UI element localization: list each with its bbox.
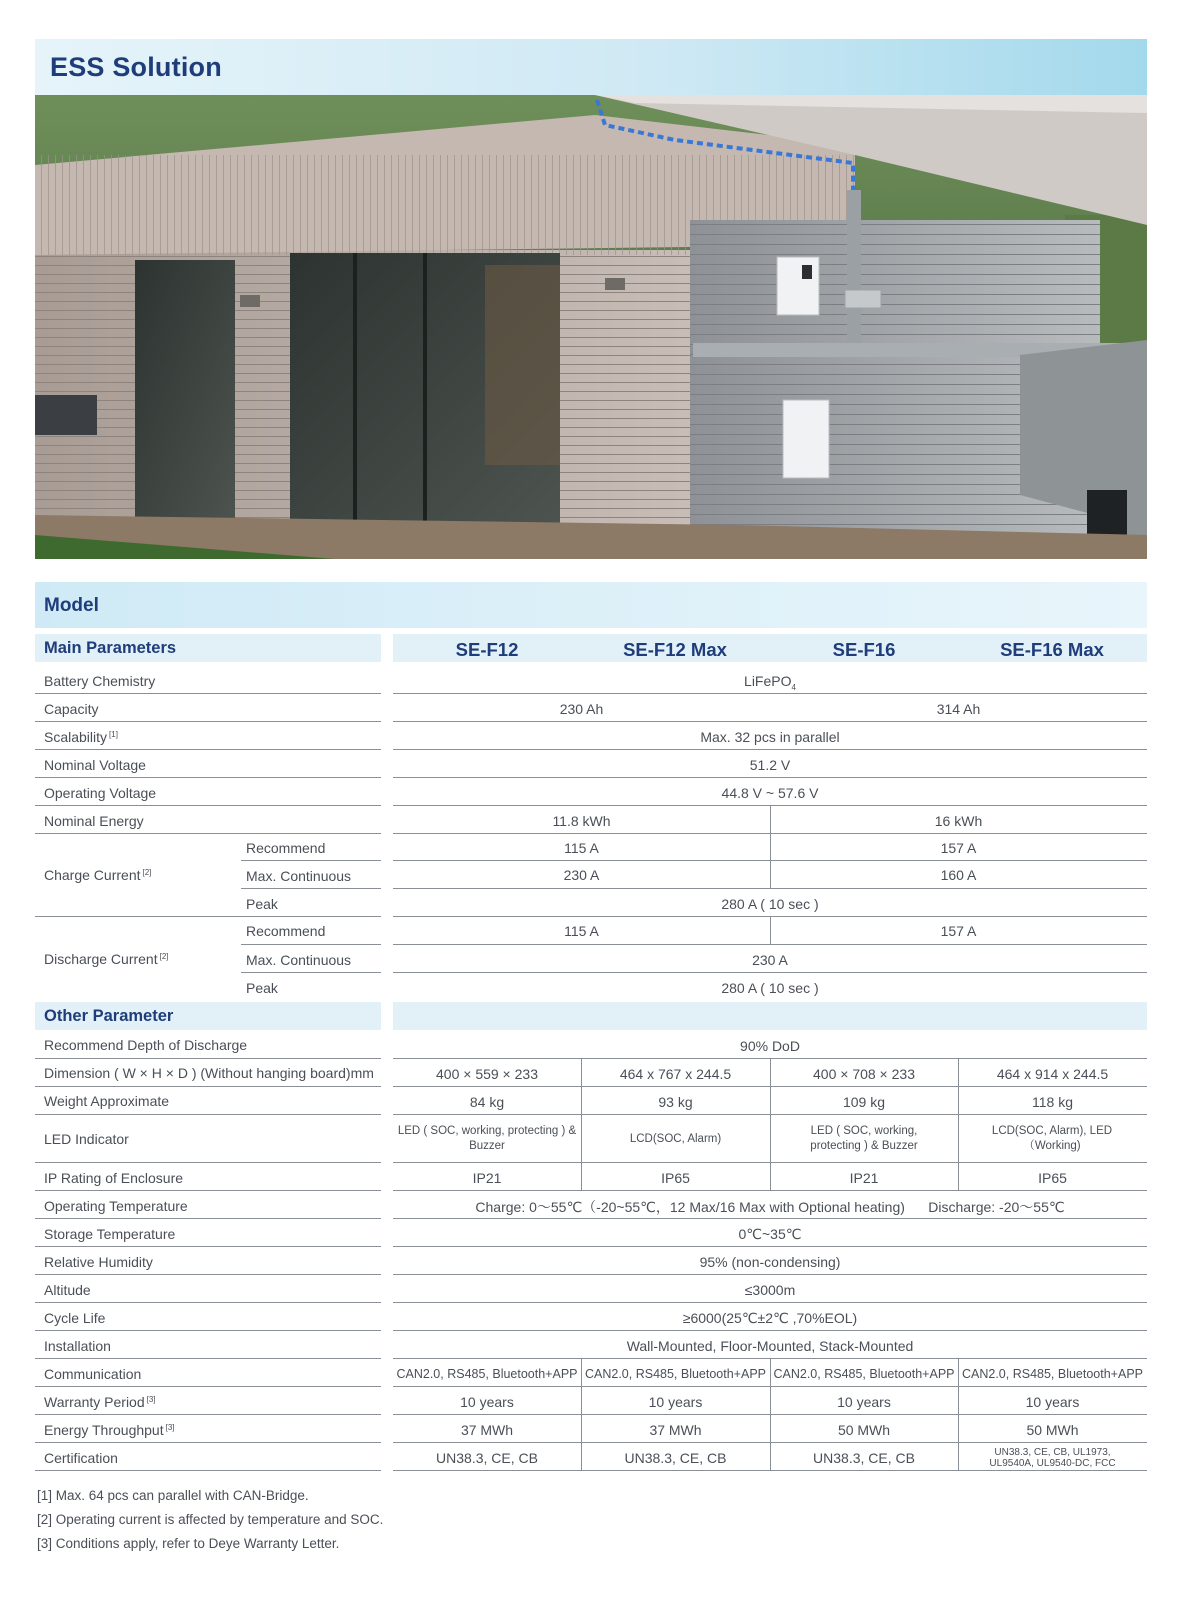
capacity-label: Capacity [44, 701, 99, 717]
scalability-label: Scalability [1] [44, 729, 118, 745]
capacity-f16: 314 Ah [936, 701, 981, 717]
other-parameter-title: Other Parameter [44, 1007, 174, 1025]
operating-temperature-label: Operating Temperature [44, 1198, 188, 1214]
discharge-recommend-f12: 115 A [564, 923, 599, 939]
footnote-1: [1] Max. 64 pcs can parallel with CAN-Bridge. [37, 1488, 309, 1503]
communication-f16: CAN2.0, RS485, Bluetooth+APP [773, 1367, 955, 1381]
certification-f16: UN38.3, CE, CB [813, 1450, 915, 1466]
dimension-f12: 400 × 559 × 233 [436, 1066, 538, 1082]
ip-f16: IP21 [849, 1170, 879, 1186]
dod-value: 90% DoD [740, 1038, 800, 1054]
other-parameter-header-right [393, 1002, 1147, 1030]
footnote-3: [3] Conditions apply, refer to Deye Warranty Letter. [37, 1536, 340, 1551]
house-photo [35, 95, 1147, 559]
nominal-energy-label: Nominal Energy [44, 813, 144, 829]
battery-chemistry-value: LiFePO$_4$ [744, 673, 796, 692]
warranty-f16: 10 years [837, 1394, 891, 1410]
warranty-label: Warranty Period [3] [44, 1394, 156, 1410]
weight-f16: 109 kg [842, 1094, 886, 1110]
page-title: ESS Solution [50, 52, 222, 82]
operating-voltage-label: Operating Voltage [44, 785, 157, 801]
discharge-current-label: Discharge Current [2] [44, 951, 169, 967]
charge-recommend-f12: 115 A [564, 840, 599, 856]
led-f12-max: LCD(SOC, Alarm) [629, 1133, 722, 1145]
certification-f12-max: UN38.3, CE, CB [624, 1450, 727, 1466]
charge-max-continuous-f12: 230 A [563, 867, 600, 883]
dimension-label: Dimension ( W × H × D ) (Without hanging board)mm [44, 1065, 374, 1081]
operating-voltage-value: 44.8 V ~ 57.6 V [721, 785, 819, 801]
storage-temperature-label: Storage Temperature [44, 1226, 176, 1242]
nominal-energy-f12: 11.8 kWh [552, 813, 611, 829]
discharge-recommend-label: Recommend [246, 923, 326, 939]
model-se-f12: SE-F12 [455, 639, 519, 660]
altitude-value: ≤3000m [744, 1282, 796, 1298]
cycle-life-label: Cycle Life [44, 1310, 106, 1326]
warranty-f12-max: 10 years [648, 1394, 703, 1410]
main-parameters-header [35, 634, 381, 662]
model-label: Model [44, 595, 99, 616]
dimension-f16-max: 464 x 914 x 244.5 [996, 1066, 1109, 1082]
charge-recommend-f16: 157 A [940, 840, 977, 856]
nominal-voltage-value: 51.2 V [749, 757, 791, 773]
model-section-bar [35, 582, 1147, 628]
weight-f12: 84 kg [469, 1094, 505, 1110]
discharge-peak-value: 280 A ( 10 sec ) [721, 980, 819, 996]
installation-value: Wall-Mounted, Floor-Mounted, Stack-Mounted [626, 1338, 914, 1354]
installation-label: Installation [44, 1338, 111, 1354]
warranty-f12: 10 years [460, 1394, 514, 1410]
title-banner [35, 39, 1147, 95]
led-f16: LED ( SOC, working, protecting ) & Buzzer [810, 1125, 918, 1152]
model-names-header [393, 634, 1147, 662]
discharge-max-continuous-label: Max. Continuous [246, 952, 352, 968]
humidity-value: 95% (non-condensing) [699, 1254, 841, 1270]
throughput-f16-max: 50 MWh [1026, 1422, 1079, 1438]
dimension-f16: 400 × 708 × 233 [813, 1066, 915, 1082]
ip-f12: IP21 [472, 1170, 502, 1186]
operating-temperature-value: Charge: 0～55℃（-20~55℃，12 Max/16 Max with Optional heating) Discharge: -20～55℃ [475, 1199, 1065, 1215]
discharge-max-continuous-value: 230 A [752, 952, 788, 968]
throughput-f16: 50 MWh [837, 1422, 891, 1438]
nominal-voltage-label: Nominal Voltage [44, 757, 146, 773]
charge-current-label: Charge Current [2] [44, 867, 152, 883]
charge-max-continuous-f16: 160 A [940, 867, 977, 883]
dimension-f12-max: 464 x 767 x 244.5 [619, 1066, 732, 1082]
charge-recommend-label: Recommend [246, 840, 326, 856]
dod-label: Recommend Depth of Discharge [44, 1037, 248, 1053]
model-se-f12-max: SE-F12 Max [623, 639, 727, 660]
scalability-value: Max. 32 pcs in parallel [700, 729, 840, 745]
discharge-recommend-f16: 157 A [940, 923, 977, 939]
communication-label: Communication [44, 1366, 142, 1382]
communication-f16-max: CAN2.0, RS485, Bluetooth+APP [961, 1367, 1143, 1381]
battery-chemistry-label: Battery Chemistry [44, 673, 156, 689]
other-parameter-header [35, 1002, 381, 1030]
weight-label: Weight Approximate [44, 1093, 170, 1109]
weight-f12-max: 93 kg [658, 1094, 693, 1110]
warranty-f16-max: 10 years [1025, 1394, 1080, 1410]
ip-rating-label: IP Rating of Enclosure [44, 1170, 184, 1186]
model-se-f16: SE-F16 [832, 639, 896, 660]
charge-max-continuous-label: Max. Continuous [246, 868, 352, 884]
altitude-label: Altitude [44, 1282, 91, 1298]
discharge-peak-label: Peak [246, 980, 278, 996]
storage-temperature-value: 0℃~35℃ [738, 1226, 802, 1242]
led-f12: LED ( SOC, working, protecting ) & Buzzer [397, 1125, 577, 1152]
communication-f12: CAN2.0, RS485, Bluetooth+APP [396, 1367, 578, 1381]
capacity-f12: 230 Ah [559, 701, 604, 717]
charge-peak-value: 280 A ( 10 sec ) [721, 896, 819, 912]
certification-label: Certification [44, 1450, 118, 1466]
ip-f12-max: IP65 [661, 1170, 690, 1186]
main-parameters-title: Main Parameters [44, 639, 177, 657]
throughput-f12: 37 MWh [460, 1422, 514, 1438]
nominal-energy-f16: 16 kWh [934, 813, 983, 829]
led-f16-max: LCD(SOC, Alarm), LED（Working) [991, 1125, 1113, 1152]
energy-throughput-label: Energy Throughput [3] [44, 1422, 175, 1438]
certification-f12: UN38.3, CE, CB [436, 1450, 538, 1466]
led-indicator-label: LED Indicator [44, 1131, 129, 1147]
throughput-f12-max: 37 MWh [649, 1422, 702, 1438]
charge-peak-label: Peak [246, 896, 278, 912]
cycle-life-value: ≥6000(25℃±2℃ ,70%EOL) [682, 1310, 858, 1326]
model-se-f16-max: SE-F16 Max [1000, 639, 1104, 660]
weight-f16-max: 118 kg [1032, 1094, 1073, 1110]
ip-f16-max: IP65 [1038, 1170, 1067, 1186]
communication-f12-max: CAN2.0, RS485, Bluetooth+APP [584, 1367, 766, 1381]
footnote-2: [2] Operating current is affected by temperature and SOC. [37, 1512, 384, 1527]
humidity-label: Relative Humidity [44, 1254, 153, 1270]
certification-f16-max: UN38.3, CE, CB, UL1973, UL9540A, UL9540-DC, FCC [989, 1447, 1116, 1469]
